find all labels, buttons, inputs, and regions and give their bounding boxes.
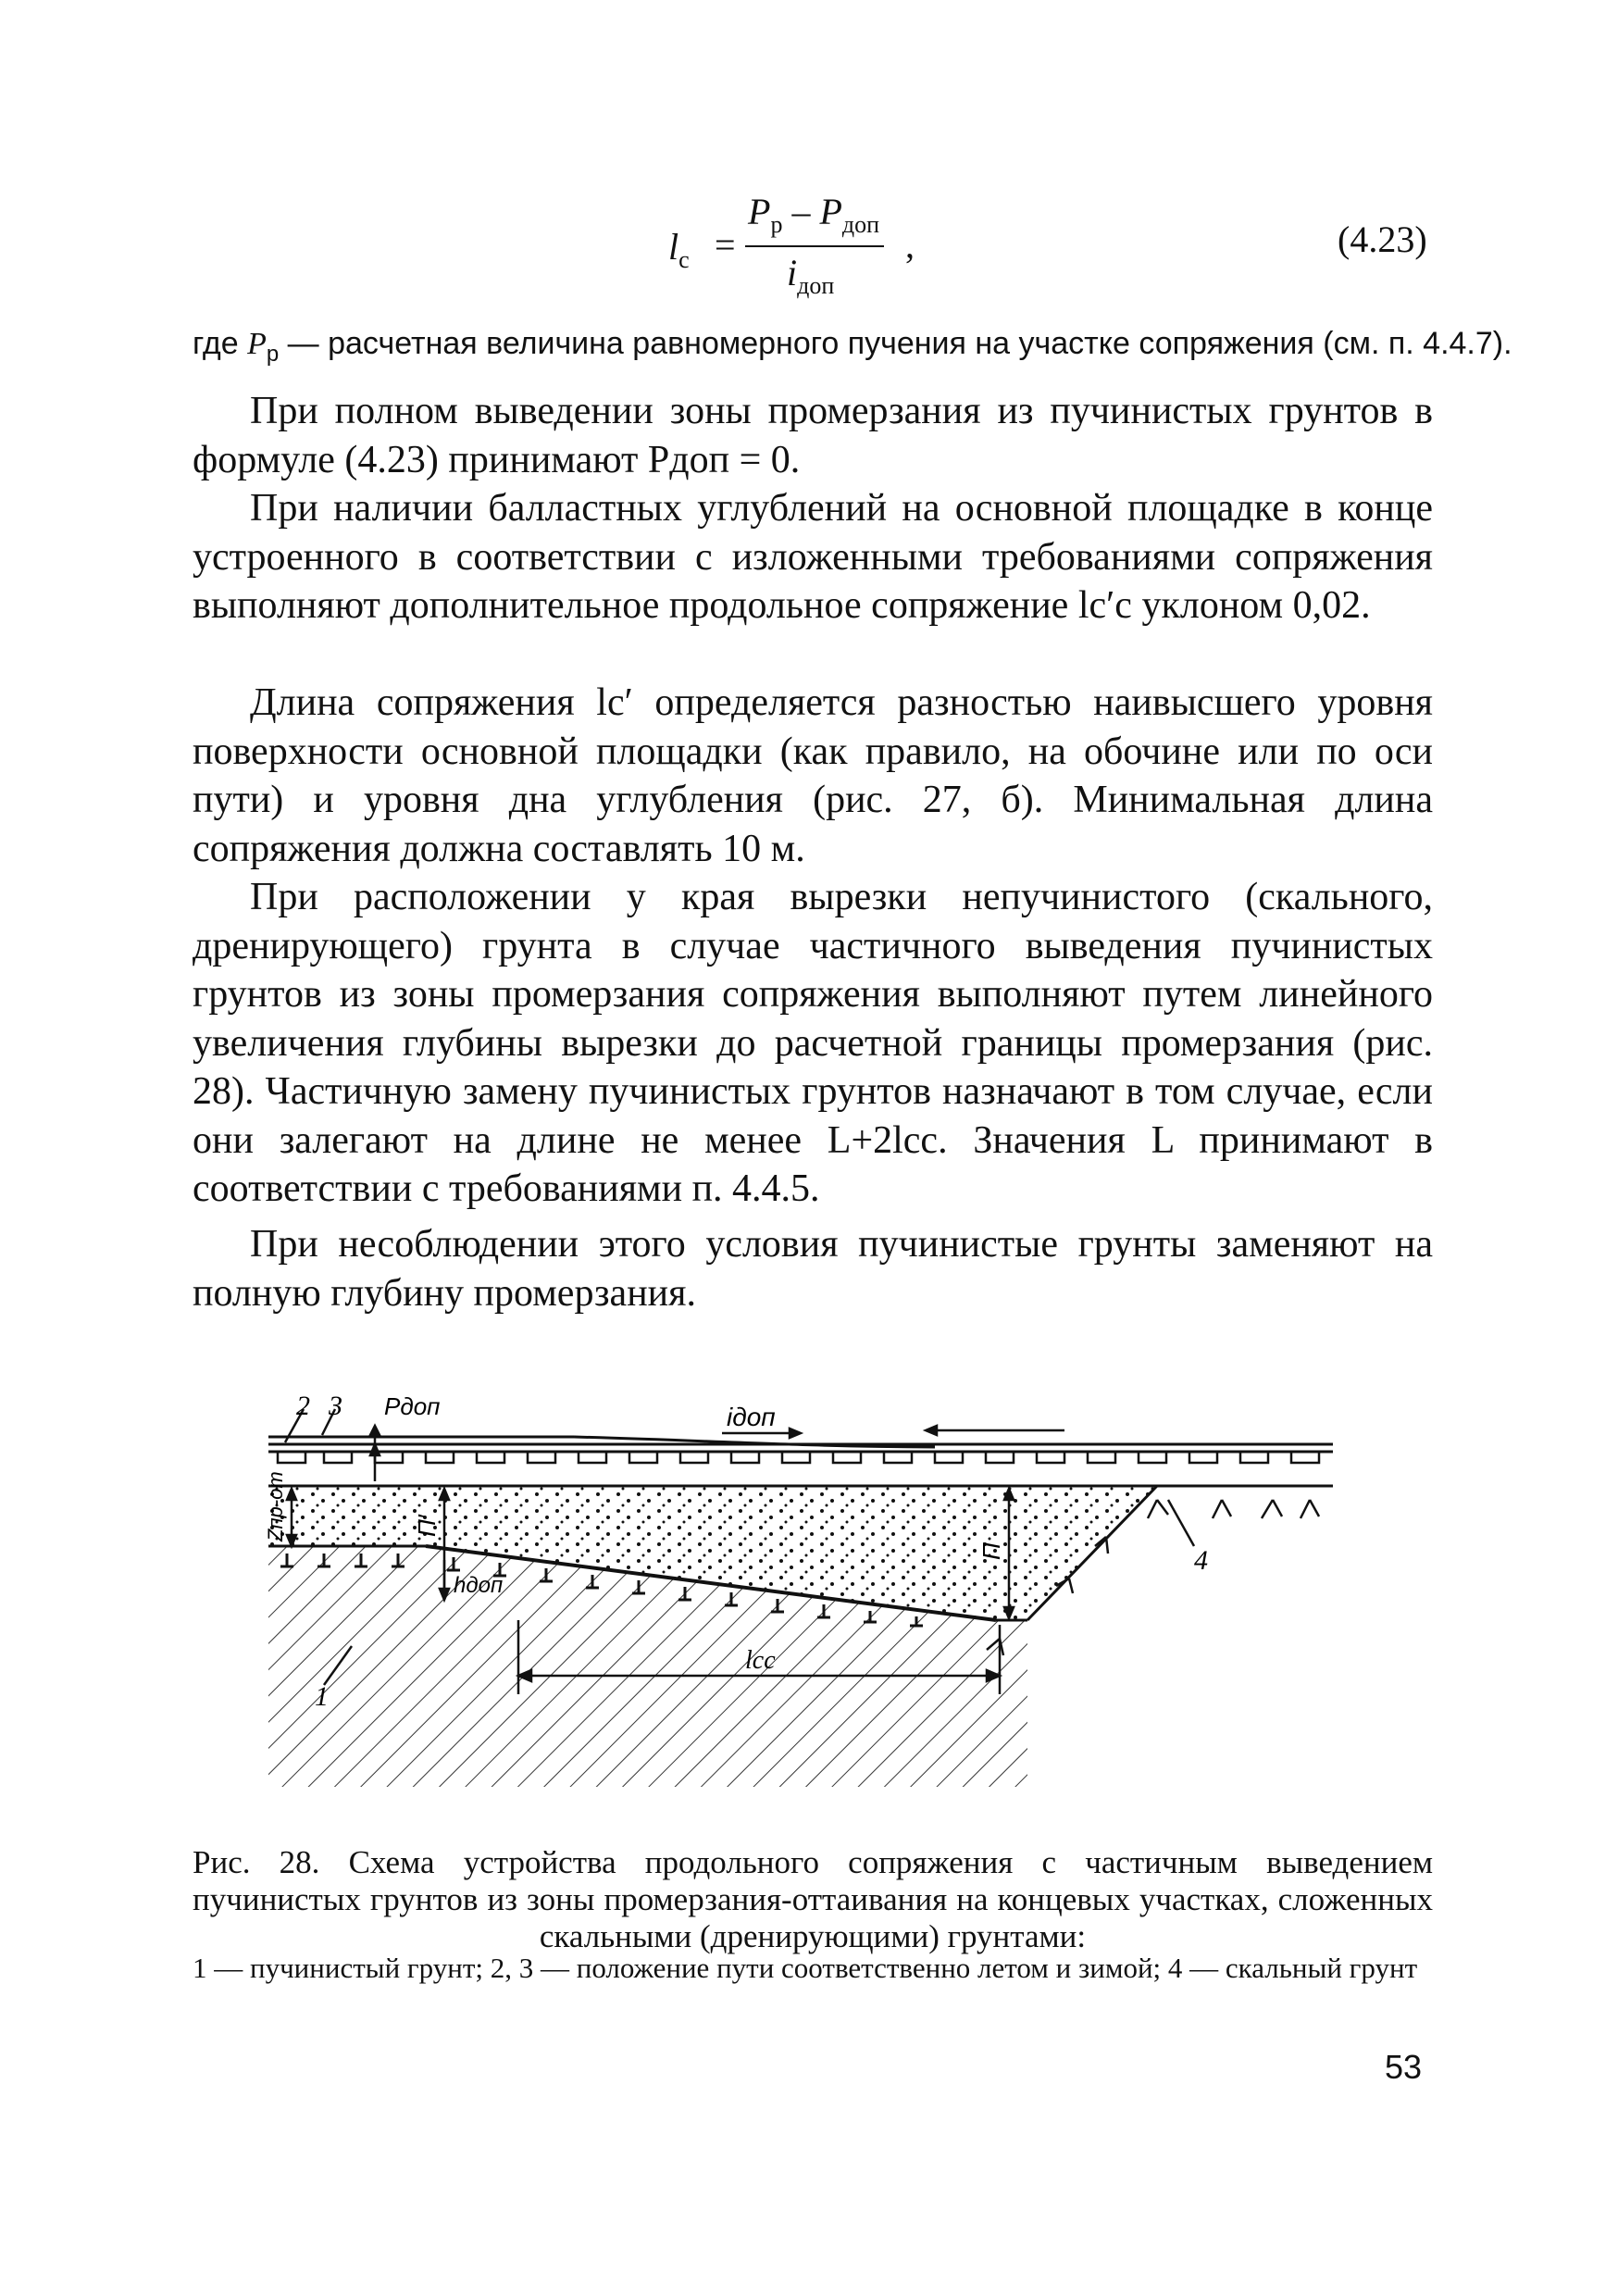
label-h-dop: hдоп — [454, 1573, 504, 1598]
fraction-bar — [745, 245, 884, 247]
paragraph-1: При полном выведении зоны промерзания из пучинистых грунтов в формуле (4.23) принимают Pдоп = 0. — [193, 390, 1433, 481]
figure-28-drawing — [264, 1391, 1361, 1833]
sleepers — [278, 1452, 1319, 1463]
label-2: 2 — [296, 1391, 310, 1421]
label-3: 3 — [329, 1391, 342, 1421]
paragraph-3: Длина сопряжения lс′ определяется разностью наивысшего уровня поверхности основной площадки (как правило, на обочине или по оси пути) и уровня дна углубления (рис. 27, б). Минимальная длина сопряжения должна составлять 10 м. — [193, 681, 1433, 870]
paragraph-2: При наличии балластных углублений на основной площадке в конце устроенного в соответствии с изложенными требованиями сопряжения выполняют дополнительное продольное сопряжение lс′с уклоном 0,02. — [193, 487, 1433, 627]
formula-explanation: где $P_р$ — расчетная величина равномерного пучения на участке сопряжения (см. п. 4.4.7). — [193, 326, 1512, 367]
formula-equals: = — [715, 224, 736, 266]
formula-4-23 — [648, 190, 981, 301]
figure-caption: Рис. 28. Схема устройства продольного сопряжения с частичным выведением пучинистых грунтов из зоны промерзания-оттаивания на концевых участках, сложенных скальными (дренирующими) грунтами: — [193, 1844, 1433, 1954]
formula-numerator: $P_р - P_{доп}$ — [748, 191, 880, 238]
formula-comma: , — [905, 224, 915, 266]
formula-lhs: $l_с$ — [668, 226, 690, 273]
label-p-dop: Pдоп — [384, 1392, 441, 1420]
label-lc: lcc — [745, 1646, 776, 1675]
equation-number: (4.23) — [1338, 218, 1427, 260]
figure-28 — [264, 1391, 1361, 1833]
formula-denominator: $i_{доп}$ — [787, 252, 835, 299]
figure-legend: 1 — пучинистый грунт; 2, 3 — положение пути соответственно летом и зимой; 4 — скальный грунт — [193, 1952, 1418, 1984]
label-4: 4 — [1194, 1545, 1208, 1576]
label-pi-prime: П′ — [413, 1515, 441, 1537]
page-number: 53 — [1385, 2048, 1423, 2086]
label-pi: П — [977, 1542, 1005, 1560]
paragraph-4: При расположении у края вырезки непучинистого (скального, дренирующего) грунта в случае частичного выведения пучинистых грунтов из зоны промерзания сопряжения выполняют путем линейного увеличения глубины вырезки до расчетной границы промерзания (рис. 28). Частичную замену пучинистых грунтов назначают в том случае, если они залегают на длине не менее L+2lсс. Значения L принимают в соответствии с требованиями п. 4.4.5. — [193, 876, 1433, 1210]
label-i-dop: iдоп — [727, 1403, 776, 1431]
label-1: 1 — [315, 1681, 329, 1712]
paragraph-5: При несоблюдении этого условия пучинистые грунты заменяют на полную глубину промерзания. — [193, 1223, 1433, 1315]
label-z-pr-ot: Zпр-от — [264, 1471, 287, 1541]
